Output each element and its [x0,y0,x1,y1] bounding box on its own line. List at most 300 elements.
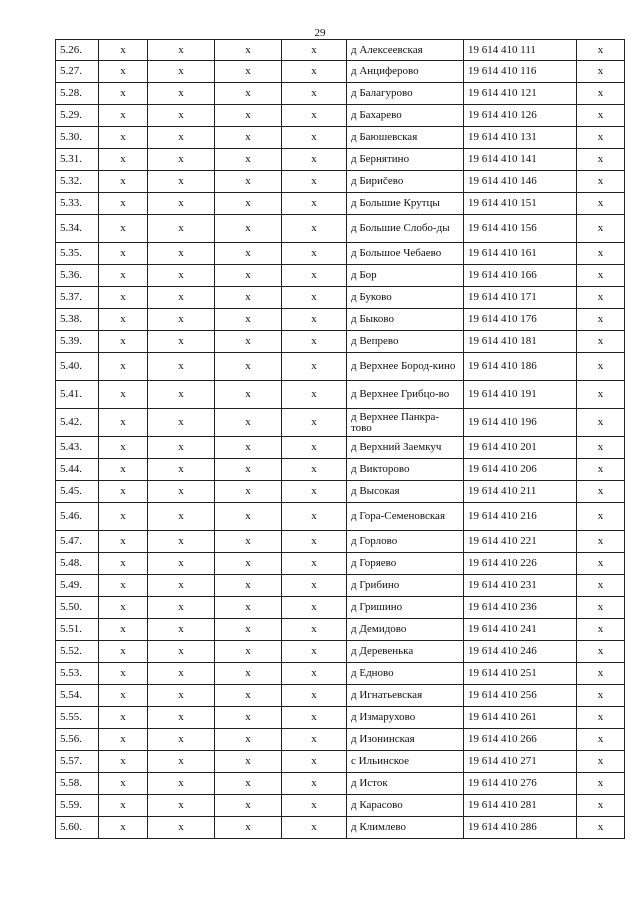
row-number-cell: 5.58. [56,773,99,795]
settlement-name-cell: д Анциферово [347,61,464,83]
x-cell: x [215,575,282,597]
x-cell: x [99,171,148,193]
row-number-cell: 5.28. [56,83,99,105]
x-cell: x [99,663,148,685]
x-cell: x [215,287,282,309]
x-cell: x [577,309,625,331]
oktmo-code-cell: 19 614 410 251 [464,663,577,685]
oktmo-code-cell: 19 614 410 176 [464,309,577,331]
x-cell: x [99,597,148,619]
x-cell: x [577,193,625,215]
x-cell: x [99,817,148,839]
row-number-cell: 5.34. [56,215,99,243]
oktmo-code-cell: 19 614 410 276 [464,773,577,795]
table-row [56,575,625,597]
oktmo-code-cell: 19 614 410 146 [464,171,577,193]
page-number: 29 [314,27,326,39]
settlement-name-cell: д Верхний Заемкуч [347,437,464,459]
x-cell: x [282,663,347,685]
row-number-cell: 5.47. [56,531,99,553]
x-cell: x [148,795,215,817]
x-cell: x [148,481,215,503]
x-cell: x [577,641,625,663]
x-cell: x [148,215,215,243]
x-cell: x [215,331,282,353]
settlement-name-cell: д Исток [347,773,464,795]
oktmo-code-cell: 19 614 410 111 [464,40,577,61]
x-cell: x [99,751,148,773]
table-row [56,381,625,409]
x-cell: x [282,243,347,265]
table-row [56,309,625,331]
x-cell: x [99,265,148,287]
x-cell: x [282,817,347,839]
x-cell: x [282,265,347,287]
x-cell: x [215,553,282,575]
table-row [56,40,625,61]
row-number-cell: 5.44. [56,459,99,481]
x-cell: x [282,83,347,105]
table-row [56,503,625,531]
x-cell: x [215,729,282,751]
oktmo-code-cell: 19 614 410 226 [464,553,577,575]
table-row [56,193,625,215]
settlement-name-cell: д Викторово [347,459,464,481]
row-number-cell: 5.32. [56,171,99,193]
x-cell: x [215,707,282,729]
x-cell: x [215,531,282,553]
oktmo-code-cell: 19 614 410 271 [464,751,577,773]
row-number-cell: 5.60. [56,817,99,839]
table-row [56,127,625,149]
x-cell: x [99,459,148,481]
settlement-name-cell: д Демидово [347,619,464,641]
settlement-name-cell: д Гора-Семеновская [347,503,464,531]
table-row [56,265,625,287]
oktmo-code-cell: 19 614 410 191 [464,381,577,409]
x-cell: x [148,503,215,531]
x-cell: x [99,641,148,663]
x-cell: x [282,773,347,795]
settlement-name-cell: д Верхнее Панкра-тово [347,409,464,437]
settlement-name-cell: д Едново [347,663,464,685]
table-row [56,773,625,795]
row-number-cell: 5.30. [56,127,99,149]
x-cell: x [282,309,347,331]
x-cell: x [577,817,625,839]
settlement-name-cell: д Горяево [347,553,464,575]
x-cell: x [577,437,625,459]
x-cell: x [282,127,347,149]
x-cell: x [577,105,625,127]
x-cell: x [99,619,148,641]
x-cell: x [282,751,347,773]
x-cell: x [148,40,215,61]
x-cell: x [148,243,215,265]
x-cell: x [148,597,215,619]
x-cell: x [148,171,215,193]
row-number-cell: 5.50. [56,597,99,619]
x-cell: x [577,171,625,193]
oktmo-code-cell: 19 614 410 186 [464,353,577,381]
settlement-name-cell: д Гришино [347,597,464,619]
settlement-name-cell: д Большие Слобо-ды [347,215,464,243]
x-cell: x [282,381,347,409]
x-cell: x [215,817,282,839]
row-number-cell: 5.57. [56,751,99,773]
x-cell: x [215,243,282,265]
x-cell: x [215,641,282,663]
x-cell: x [282,619,347,641]
x-cell: x [282,795,347,817]
x-cell: x [99,193,148,215]
row-number-cell: 5.54. [56,685,99,707]
settlement-name-cell: д Алексеевская [347,40,464,61]
x-cell: x [282,707,347,729]
x-cell: x [148,127,215,149]
table-row [56,817,625,839]
oktmo-code-cell: 19 614 410 151 [464,193,577,215]
x-cell: x [215,751,282,773]
table-row [56,795,625,817]
oktmo-code-cell: 19 614 410 236 [464,597,577,619]
x-cell: x [148,575,215,597]
x-cell: x [577,553,625,575]
x-cell: x [577,751,625,773]
row-number-cell: 5.33. [56,193,99,215]
oktmo-code-cell: 19 614 410 166 [464,265,577,287]
row-number-cell: 5.59. [56,795,99,817]
x-cell: x [215,795,282,817]
row-number-cell: 5.43. [56,437,99,459]
oktmo-code-cell: 19 614 410 216 [464,503,577,531]
x-cell: x [215,685,282,707]
x-cell: x [99,83,148,105]
x-cell: x [577,243,625,265]
x-cell: x [99,127,148,149]
x-cell: x [148,729,215,751]
x-cell: x [215,381,282,409]
oktmo-code-cell: 19 614 410 201 [464,437,577,459]
row-number-cell: 5.45. [56,481,99,503]
x-cell: x [215,265,282,287]
x-cell: x [148,817,215,839]
x-cell: x [148,193,215,215]
x-cell: x [148,287,215,309]
row-number-cell: 5.38. [56,309,99,331]
table-row [56,729,625,751]
row-number-cell: 5.55. [56,707,99,729]
x-cell: x [577,597,625,619]
settlement-name-cell: с Ильинское [347,751,464,773]
x-cell: x [215,83,282,105]
table-row [56,751,625,773]
x-cell: x [215,193,282,215]
row-number-cell: 5.31. [56,149,99,171]
x-cell: x [282,459,347,481]
x-cell: x [282,729,347,751]
settlement-name-cell: д Бахарево [347,105,464,127]
oktmo-code-cell: 19 614 410 261 [464,707,577,729]
table-body [56,40,625,839]
x-cell: x [215,40,282,61]
x-cell: x [577,685,625,707]
x-cell: x [577,149,625,171]
x-cell: x [148,685,215,707]
x-cell: x [99,729,148,751]
oktmo-code-cell: 19 614 410 161 [464,243,577,265]
x-cell: x [282,641,347,663]
x-cell: x [577,83,625,105]
x-cell: x [99,437,148,459]
x-cell: x [215,149,282,171]
x-cell: x [215,481,282,503]
x-cell: x [148,707,215,729]
row-number-cell: 5.40. [56,353,99,381]
table-row [56,215,625,243]
settlements-table [55,39,625,839]
row-number-cell: 5.49. [56,575,99,597]
settlement-name-cell: д Климлево [347,817,464,839]
row-number-cell: 5.39. [56,331,99,353]
settlement-name-cell: д Игнатьевская [347,685,464,707]
x-cell: x [99,215,148,243]
x-cell: x [148,531,215,553]
settlement-name-cell: д Горлово [347,531,464,553]
x-cell: x [215,61,282,83]
x-cell: x [99,575,148,597]
x-cell: x [215,353,282,381]
x-cell: x [148,773,215,795]
x-cell: x [99,309,148,331]
x-cell: x [282,149,347,171]
settlement-name-cell: д Большое Чебаево [347,243,464,265]
x-cell: x [577,459,625,481]
oktmo-code-cell: 19 614 410 286 [464,817,577,839]
x-cell: x [577,287,625,309]
x-cell: x [148,105,215,127]
x-cell: x [577,729,625,751]
table-row [56,641,625,663]
x-cell: x [148,353,215,381]
table-row [56,437,625,459]
x-cell: x [577,353,625,381]
x-cell: x [215,171,282,193]
x-cell: x [148,381,215,409]
x-cell: x [282,685,347,707]
table-row [56,331,625,353]
x-cell: x [282,597,347,619]
x-cell: x [215,597,282,619]
settlement-name-cell: д Бернятино [347,149,464,171]
x-cell: x [148,409,215,437]
x-cell: x [577,503,625,531]
settlement-name-cell: д Изонинская [347,729,464,751]
x-cell: x [99,707,148,729]
x-cell: x [148,619,215,641]
x-cell: x [215,663,282,685]
x-cell: x [282,40,347,61]
x-cell: x [148,265,215,287]
x-cell: x [577,795,625,817]
settlement-name-cell: д Верхнее Грибцо-во [347,381,464,409]
oktmo-code-cell: 19 614 410 131 [464,127,577,149]
x-cell: x [577,481,625,503]
x-cell: x [215,503,282,531]
settlement-name-cell: д Грибино [347,575,464,597]
oktmo-code-cell: 19 614 410 246 [464,641,577,663]
oktmo-code-cell: 19 614 410 121 [464,83,577,105]
row-number-cell: 5.36. [56,265,99,287]
x-cell: x [99,409,148,437]
x-cell: x [282,409,347,437]
settlement-name-cell: д Бириčево [347,171,464,193]
x-cell: x [148,83,215,105]
oktmo-code-cell: 19 614 410 171 [464,287,577,309]
x-cell: x [282,61,347,83]
oktmo-code-cell: 19 614 410 231 [464,575,577,597]
x-cell: x [577,409,625,437]
x-cell: x [99,553,148,575]
settlement-name-cell: д Баюшевская [347,127,464,149]
x-cell: x [577,531,625,553]
table-row [56,61,625,83]
x-cell: x [215,105,282,127]
x-cell: x [148,437,215,459]
x-cell: x [577,663,625,685]
table-row [56,459,625,481]
x-cell: x [577,40,625,61]
x-cell: x [99,61,148,83]
row-number-cell: 5.48. [56,553,99,575]
x-cell: x [215,773,282,795]
oktmo-code-cell: 19 614 410 126 [464,105,577,127]
x-cell: x [99,773,148,795]
row-number-cell: 5.27. [56,61,99,83]
x-cell: x [99,381,148,409]
settlement-name-cell: д Высокая [347,481,464,503]
x-cell: x [215,309,282,331]
x-cell: x [282,353,347,381]
x-cell: x [577,61,625,83]
settlement-name-cell: д Балагурово [347,83,464,105]
row-number-cell: 5.41. [56,381,99,409]
x-cell: x [577,773,625,795]
x-cell: x [148,149,215,171]
table-row [56,105,625,127]
x-cell: x [99,105,148,127]
oktmo-code-cell: 19 614 410 211 [464,481,577,503]
x-cell: x [99,503,148,531]
x-cell: x [577,575,625,597]
table-row [56,685,625,707]
table-row [56,287,625,309]
settlement-name-cell: д Бор [347,265,464,287]
table-row [56,597,625,619]
x-cell: x [282,531,347,553]
x-cell: x [282,481,347,503]
settlement-name-cell: д Измарухово [347,707,464,729]
settlement-name-cell: д Быково [347,309,464,331]
x-cell: x [282,575,347,597]
row-number-cell: 5.52. [56,641,99,663]
settlement-name-cell: д Большие Крутцы [347,193,464,215]
oktmo-code-cell: 19 614 410 266 [464,729,577,751]
x-cell: x [577,265,625,287]
x-cell: x [148,309,215,331]
table-row [56,553,625,575]
x-cell: x [215,619,282,641]
x-cell: x [577,215,625,243]
x-cell: x [282,437,347,459]
oktmo-code-cell: 19 614 410 196 [464,409,577,437]
oktmo-code-cell: 19 614 410 116 [464,61,577,83]
x-cell: x [99,795,148,817]
x-cell: x [577,381,625,409]
x-cell: x [215,127,282,149]
settlement-name-cell: д Верхнее Бород-кино [347,353,464,381]
table-row [56,409,625,437]
oktmo-code-cell: 19 614 410 206 [464,459,577,481]
oktmo-code-cell: 19 614 410 181 [464,331,577,353]
oktmo-code-cell: 19 614 410 221 [464,531,577,553]
x-cell: x [282,193,347,215]
x-cell: x [99,243,148,265]
table-row [56,243,625,265]
x-cell: x [282,105,347,127]
x-cell: x [148,553,215,575]
table-row [56,663,625,685]
table-row [56,531,625,553]
x-cell: x [282,287,347,309]
x-cell: x [148,751,215,773]
settlement-name-cell: д Вепрево [347,331,464,353]
row-number-cell: 5.37. [56,287,99,309]
table-row [56,149,625,171]
x-cell: x [282,331,347,353]
oktmo-code-cell: 19 614 410 156 [464,215,577,243]
settlement-name-cell: д Буково [347,287,464,309]
x-cell: x [148,61,215,83]
x-cell: x [99,531,148,553]
x-cell: x [577,619,625,641]
row-number-cell: 5.56. [56,729,99,751]
x-cell: x [215,409,282,437]
oktmo-code-cell: 19 614 410 256 [464,685,577,707]
x-cell: x [215,459,282,481]
table-row [56,481,625,503]
oktmo-code-cell: 19 614 410 241 [464,619,577,641]
table-row [56,83,625,105]
x-cell: x [99,353,148,381]
oktmo-code-cell: 19 614 410 281 [464,795,577,817]
row-number-cell: 5.42. [56,409,99,437]
x-cell: x [99,481,148,503]
x-cell: x [577,127,625,149]
x-cell: x [99,287,148,309]
row-number-cell: 5.26. [56,40,99,61]
settlement-name-cell: д Деревенька [347,641,464,663]
x-cell: x [282,503,347,531]
x-cell: x [282,215,347,243]
x-cell: x [148,331,215,353]
row-number-cell: 5.29. [56,105,99,127]
row-number-cell: 5.35. [56,243,99,265]
x-cell: x [215,437,282,459]
row-number-cell: 5.53. [56,663,99,685]
x-cell: x [577,331,625,353]
table-row [56,619,625,641]
